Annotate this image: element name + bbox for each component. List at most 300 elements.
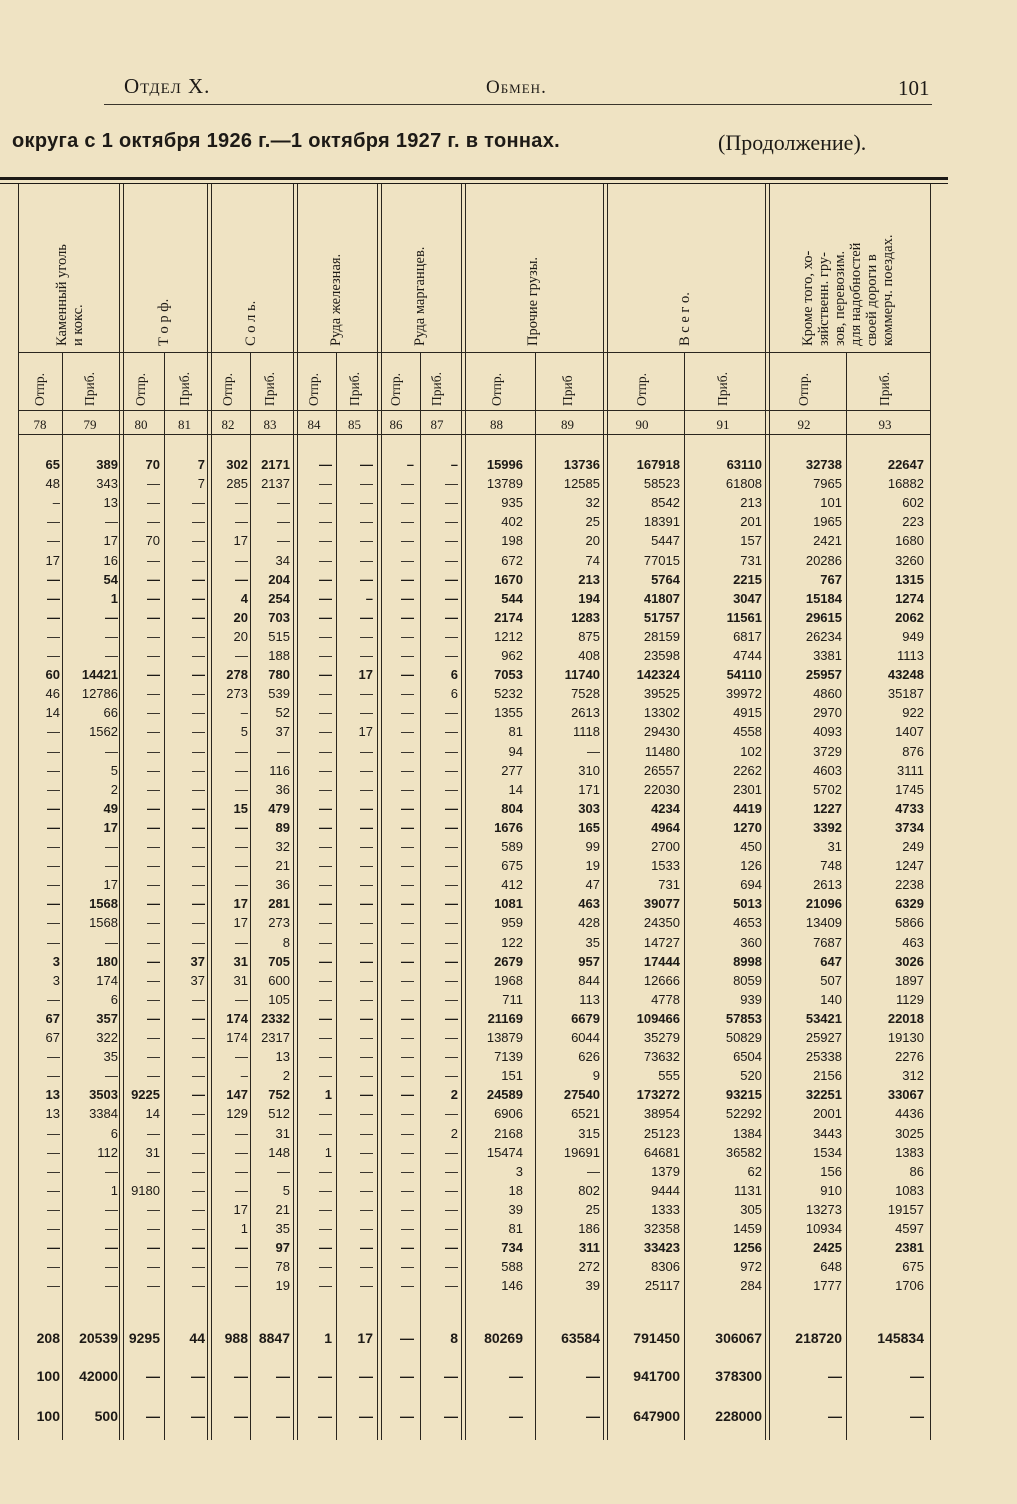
table-cell: — [319,839,332,854]
subheader-3: Приб. [176,372,192,406]
total-cell: 791450 [633,1330,680,1346]
table-cell: 305 [740,1201,762,1217]
table-cell: 5 [240,724,248,740]
table-cell: — [445,1068,458,1084]
table-cell: 1897 [895,972,924,988]
table-cell: 402 [501,514,523,530]
table-cell: — [235,495,248,511]
table-cell: 2613 [813,877,842,893]
table-cell: 174 [96,972,118,988]
table-cell: 1 [324,1144,332,1160]
table-cell: 875 [578,628,600,644]
table-cell: — [445,800,458,816]
table-cell: — [401,724,414,740]
table-cell: — [192,1068,205,1084]
subheader-7: Приб. [346,372,362,406]
table-cell: 5702 [813,781,842,797]
table-cell: — [445,877,458,893]
table-cell: 694 [740,877,762,893]
total-cell: — [276,1368,290,1384]
table-cell: — [147,1259,160,1275]
table-cell: — [319,1259,332,1275]
table-cell: — [192,686,205,702]
table-cell: 1777 [813,1278,842,1294]
table-cell: — [401,609,414,625]
table-cell: — [319,1240,332,1256]
table-cell: — [319,533,332,549]
table-cell: 25 [585,1201,600,1217]
table-cell: 129 [226,1106,248,1122]
table-cell: 507 [820,972,842,988]
table-cell: 1706 [895,1278,924,1294]
table-cell: — [360,800,373,816]
table-cell: — [47,991,60,1007]
table-cell: 14 [508,781,523,797]
total-cell: 17 [357,1330,373,1346]
table-cell: — [445,1278,458,1294]
table-cell: 1 [240,1221,248,1236]
table-cell: 254 [268,590,290,606]
table-cell: 5232 [494,686,523,702]
table-cell: 600 [268,972,290,988]
table-cell: 47 [585,877,600,893]
table-cell: 126 [740,858,762,874]
total-cell: 228000 [715,1408,762,1424]
table-cell: — [47,724,60,740]
table-cell: 2 [450,1125,458,1141]
table-cell: 24350 [643,915,680,931]
running-head [0,74,1017,104]
table-cell: 910 [820,1182,842,1198]
table-cell: 2317 [261,1030,290,1045]
table-cell: — [360,991,373,1007]
table-cell: 2137 [261,476,290,492]
table-cell: 7528 [571,686,600,702]
table-cell: 67 [45,1030,60,1045]
table-cell: 555 [658,1068,680,1084]
table-cell: 3729 [813,743,842,759]
table-cell: 77015 [643,552,680,568]
table-cell: 29615 [805,609,842,625]
table-cell: — [401,1144,414,1160]
table-cell: 97 [275,1240,290,1256]
table-cell: — [192,648,205,663]
table-cell: 1 [110,1182,118,1198]
table-cell: — [235,1259,248,1275]
table-cell: 626 [578,1049,600,1065]
table-cell: 479 [268,800,290,816]
table-cell: — [445,1221,458,1236]
table-cell: — [319,571,332,587]
table-cell: — [47,800,60,816]
table-cell: 2332 [261,1010,290,1026]
table-cell: — [235,858,248,874]
column-number-5: 83 [263,417,277,432]
column-number-12: 90 [635,417,649,432]
table-cell: 14 [45,705,60,721]
table-cell: — [147,877,160,893]
table-cell: 972 [740,1259,762,1275]
table-cell: 12786 [81,686,118,702]
table-cell: 515 [268,628,290,644]
total-cell: 145834 [877,1330,924,1346]
total-cell: 63584 [561,1330,600,1346]
table-cell: 17444 [643,953,680,969]
column-number-3: 81 [178,417,191,432]
table-cell: 24589 [486,1087,523,1103]
table-cell: — [360,934,373,950]
table-cell: 18391 [643,514,680,530]
total-cell: — [146,1408,160,1424]
table-cell: — [147,705,160,721]
table-cell: 7687 [813,934,842,950]
table-cell: — [192,1125,205,1141]
table-cell: — [147,1278,160,1294]
table-cell: — [105,1240,118,1256]
table-cell: 4558 [733,724,762,740]
table-cell: — [147,628,160,644]
table-cell: 39972 [725,686,762,702]
table-cell: 6906 [494,1106,523,1122]
subheader-11: Приб [559,375,575,406]
table-cell: — [445,991,458,1007]
table-cell: — [47,533,60,549]
table-cell: 273 [226,686,248,702]
table-cell: 6 [110,991,118,1007]
table-cell: 94 [508,743,523,759]
table-cell: — [445,495,458,511]
table-cell: 1568 [89,915,118,931]
table-cell: 272 [578,1259,600,1275]
table-cell: — [47,762,60,778]
total-cell: 100 [36,1368,60,1384]
table-cell: 156 [820,1163,842,1179]
table-cell: — [319,1182,332,1198]
table-cell: — [319,934,332,950]
table-cell: 1965 [813,514,842,530]
table-cell: — [192,705,205,721]
table-cell: — [445,781,458,797]
table-cell: 360 [740,934,762,950]
table-cell: 520 [740,1068,762,1084]
table-cell: — [47,1221,60,1236]
table-cell: 142324 [636,667,680,683]
table-cell: 273 [268,915,290,931]
table-cell: — [319,762,332,778]
table-cell: 33067 [887,1087,924,1103]
table-cell: 25123 [643,1125,680,1141]
table-cell: — [401,514,414,530]
table-cell: 8306 [651,1259,680,1275]
table-cell: 4436 [895,1106,924,1122]
table-cell: — [105,1259,118,1275]
table-cell: 7 [197,457,205,472]
table-cell: 61808 [725,476,762,492]
table-cell: — [360,628,373,644]
table-cell: — [360,1201,373,1217]
table-cell: — [235,648,248,663]
table-top-rule-thin [0,183,948,184]
table-cell: 1407 [895,724,924,740]
table-cell: — [147,476,160,492]
table-cell: 14421 [81,667,118,683]
table-cell: — [192,628,205,644]
column-number-13: 91 [716,417,730,432]
table-cell: — [192,724,205,740]
table-cell: — [47,781,60,797]
table-cell: — [192,1201,205,1217]
column-number-6: 84 [307,417,321,432]
table-cell: — [445,896,458,912]
total-cell: 647900 [633,1408,680,1424]
table-cell: 10934 [805,1221,842,1236]
table-cell: 39 [508,1201,523,1217]
table-cell: 34 [275,552,290,568]
table-cell: — [445,571,458,587]
table-cell: — [147,724,160,740]
table-cell: — [235,743,248,759]
table-cell: 922 [902,705,924,721]
table-cell: — [147,609,160,625]
table-cell: 876 [902,743,924,759]
table-cell: — [360,457,373,472]
table-cell: — [47,934,60,950]
total-cell: — [234,1368,248,1384]
table-cell: 4744 [733,648,762,663]
table-cell: — [319,1106,332,1122]
total-cell: 80269 [484,1330,523,1346]
table-cell: — [445,1182,458,1198]
table-cell: 1256 [733,1240,762,1256]
table-cell: 70 [145,457,160,472]
table-cell: 105 [268,991,290,1007]
table-cell: 48 [45,476,60,492]
table-cell: — [360,1087,373,1103]
table-cell: 312 [902,1068,924,1084]
table-cell: 1270 [733,819,762,835]
table-cell: — [401,533,414,549]
table-cell: — [360,533,373,549]
table-cell: 408 [578,648,600,663]
table-cell: — [360,1144,373,1160]
table-cell: — [147,552,160,568]
table-cell: — [192,1240,205,1256]
table-cell: 32 [585,495,600,511]
table-cell: — [445,819,458,835]
column-number-2: 80 [134,417,148,432]
table-cell: — [445,743,458,759]
total-cell: — [444,1368,458,1384]
table-cell: — [587,1163,600,1179]
table-cell: 3443 [813,1125,842,1141]
table-cell: 19691 [563,1144,600,1160]
table-cell: 7 [197,476,205,492]
table-cell: 752 [268,1087,290,1103]
table-cell: — [319,1049,332,1065]
table-cell: 2679 [494,953,523,969]
table-cell: 2168 [494,1125,523,1141]
table-cell: 2613 [571,705,600,721]
table-cell: — [192,762,205,778]
table-cell: 37 [275,724,290,740]
table-cell: 50829 [725,1030,762,1045]
table-cell: — [147,1125,160,1141]
table-cell: 2700 [651,839,680,854]
table-cell: — [401,1068,414,1084]
table-cell: — [319,609,332,625]
table-cell: — [47,628,60,644]
table-cell: — [235,1144,248,1160]
table-cell: — [401,781,414,797]
table-cell: — [360,762,373,778]
table-cell: — [105,743,118,759]
table-cell: — [147,800,160,816]
total-cell: — [318,1408,332,1424]
table-cell: — [192,991,205,1007]
table-cell: — [319,819,332,835]
table-cell: — [445,1030,458,1045]
table-cell: — [360,1030,373,1045]
table-cell: — [360,514,373,530]
table-cell: — [235,781,248,797]
table-cell: 74 [585,552,600,568]
table-cell: — [147,743,160,759]
table-cell: 3 [52,953,60,969]
table-cell: 3 [515,1163,523,1179]
table-cell: 1113 [897,648,924,663]
table-cell: — [47,1049,60,1065]
table-cell: 17 [103,877,118,893]
table-cell: 81 [508,1221,523,1236]
table-cell: 151 [501,1068,523,1084]
table-cell: 1459 [733,1221,762,1236]
table-cell: — [192,1144,205,1160]
table-cell: 81 [508,724,523,740]
table-cell: — [401,839,414,854]
table-cell: 9 [592,1068,600,1084]
total-cell: — [276,1408,290,1424]
table-cell: 25 [585,514,600,530]
table-cell: 1534 [813,1144,842,1160]
table-cell: 20 [585,533,600,549]
table-cell: 1081 [494,896,523,912]
table-cell: — [147,972,160,988]
table-cell: — [360,609,373,625]
table-cell: — [319,991,332,1007]
table-cell: 949 [902,628,924,644]
table-cell: 11561 [726,609,762,625]
table-cell: — [401,1049,414,1065]
table-cell: 174 [226,1030,248,1045]
total-cell: — [444,1408,458,1424]
table-cell: — [401,858,414,874]
table-cell: 58523 [643,476,680,492]
group-header-7: Кроме того, хо- зяйственн. гру- зов, перевозим. для надобностей своей дороги в коммерч. поездах. [800,234,896,346]
total-cell: — [509,1408,523,1424]
table-cell: 705 [268,953,290,969]
table-cell: 35 [585,934,600,950]
table-cell: 1533 [651,858,680,874]
table-cell: 32358 [643,1221,680,1236]
subheader-8: Отпр. [388,373,403,406]
total-cell: — [318,1368,332,1384]
table-cell: — [360,1106,373,1122]
table-cell: 17 [45,552,60,568]
table-cell: — [192,667,205,683]
table-cell: — [105,648,118,663]
total-cell: — [146,1368,160,1384]
table-cell: – [406,457,414,472]
table-cell: 17 [233,1201,248,1217]
table-cell: 1384 [733,1125,762,1141]
table-cell: 36 [275,877,290,893]
table-cell: — [401,590,414,606]
total-cell: — [400,1408,414,1424]
table-cell: — [105,609,118,625]
total-cell: — [509,1368,523,1384]
table-cell: — [192,533,205,549]
table-cell: — [147,858,160,874]
table-cell: 6 [110,1125,118,1141]
total-cell: — [586,1408,600,1424]
table-cell: 39077 [643,896,680,912]
table-cell: 1083 [895,1182,924,1198]
table-cell: — [360,705,373,721]
table-cell: 1355 [494,705,523,721]
table-cell: — [360,648,373,663]
column-number-4: 82 [221,417,235,432]
table-cell: 41807 [643,590,680,606]
column-number-10: 88 [490,417,503,432]
table-cell: 4964 [651,819,680,835]
table-cell: — [319,667,332,683]
table-cell: — [360,552,373,568]
total-cell: 378300 [715,1368,762,1384]
table-cell: — [360,571,373,587]
table-cell: 32738 [805,457,842,472]
table-cell: — [147,1049,160,1065]
table-cell: 3734 [895,819,924,835]
table-cell: — [47,571,60,587]
table-cell: — [319,552,332,568]
table-cell: 19130 [887,1030,924,1045]
table-cell: 3503 [89,1087,118,1103]
total-cell: — [586,1368,600,1384]
table-cell: — [192,800,205,816]
chapter-title: Обмен. [486,77,547,98]
table-cell: — [401,1106,414,1122]
table-cell: 2156 [813,1068,842,1084]
table-cell: 731 [740,552,762,568]
table-cell: — [47,819,60,835]
table-cell: 15996 [486,457,523,472]
table-cell: 2 [450,1087,458,1103]
table-cell: — [192,858,205,874]
table-cell: 22030 [643,781,680,797]
table-cell: — [319,1068,332,1084]
table-cell: 17 [103,533,118,549]
table-cell: — [360,953,373,969]
table-cell: 22647 [887,457,924,472]
table-cell: — [277,743,290,759]
table-cell: 157 [740,533,762,549]
table-cell: 8542 [651,495,680,511]
table-cell: 16882 [887,476,924,492]
table-cell: — [147,953,160,969]
table-cell: 4778 [651,991,680,1007]
table-cell: — [445,476,458,492]
table-cell: — [360,839,373,854]
